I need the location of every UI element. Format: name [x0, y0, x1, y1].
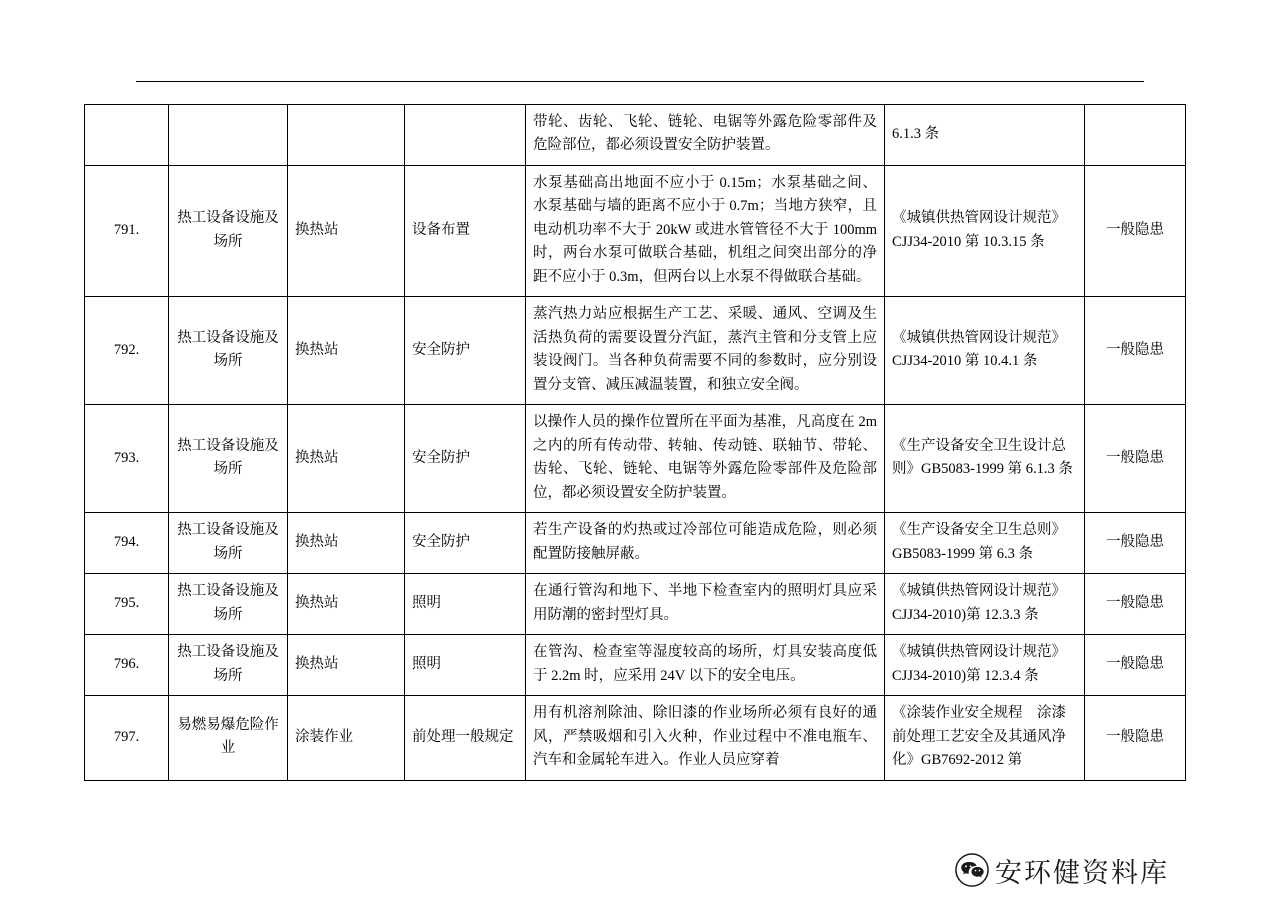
cell-site: 涂装作业: [288, 696, 405, 780]
cell-inspection-item: 安全防护: [405, 405, 526, 513]
table-row: [85, 635, 1186, 696]
table-row: [85, 513, 1186, 574]
cell-level: 一般隐患: [1085, 696, 1186, 780]
cell-reference: 《城镇供热管网设计规范》CJJ34-2010 第 10.3.15 条: [885, 165, 1085, 296]
cell-number: 792.: [85, 297, 169, 405]
cell-description: 若生产设备的灼热或过冷部位可能造成危险，则必须配置防接触屏蔽。: [526, 513, 885, 574]
cell-inspection-item: 安全防护: [405, 513, 526, 574]
cell-level: 一般隐患: [1085, 513, 1186, 574]
cell-level: 一般隐患: [1085, 405, 1186, 513]
cell-category: 易燃易爆危险作业: [169, 696, 288, 780]
cell-number: [85, 105, 169, 166]
watermark-text: 安环健资料库: [995, 857, 1169, 888]
cell-description: 用有机溶剂除油、除旧漆的作业场所必须有良好的通风，严禁吸烟和引入火种，作业过程中不准电瓶车、汽车和金属轮车进入。作业人员应穿着: [526, 696, 885, 780]
cell-inspection-item: 设备布置: [405, 165, 526, 296]
cell-inspection-item: 照明: [405, 635, 526, 696]
cell-category: [169, 105, 288, 166]
watermark: [955, 848, 1185, 892]
cell-category: 热工设备设施及场所: [169, 513, 288, 574]
table-row: [85, 405, 1186, 513]
table-container: [84, 104, 1185, 781]
wechat-icon: [955, 853, 989, 887]
cell-reference: 6.1.3 条: [885, 105, 1085, 166]
cell-description: 蒸汽热力站应根据生产工艺、采暖、通风、空调及生活热负荷的需要设置分汽缸，蒸汽主管和分支管上应装设阀门。当各种负荷需要不同的参数时，应分别设置分支管、减压减温装置，和独立安全阀。: [526, 297, 885, 405]
cell-level: 一般隐患: [1085, 635, 1186, 696]
cell-category: 热工设备设施及场所: [169, 574, 288, 635]
cell-description: 带轮、齿轮、飞轮、链轮、电锯等外露危险零部件及危险部位，都必须设置安全防护装置。: [526, 105, 885, 166]
cell-reference: 《涂装作业安全规程 涂漆前处理工艺安全及其通风净化》GB7692-2012 第: [885, 696, 1085, 780]
table-row: [85, 696, 1186, 780]
cell-description: 水泵基础高出地面不应小于 0.15m；水泵基础之间、水泵基础与墙的距离不应小于 0.7m；当地方狭窄，且电动机功率不大于 20kW 或进水管管径不大于 100mm 时，两台水泵可做联合基础，机组之间突出部分的净距不应小于 0.3m，但两台以上水泵不得做联合基础。: [526, 165, 885, 296]
cell-level: [1085, 105, 1186, 166]
cell-category: 热工设备设施及场所: [169, 297, 288, 405]
cell-number: 794.: [85, 513, 169, 574]
cell-description: 在通行管沟和地下、半地下检查室内的照明灯具应采用防潮的密封型灯具。: [526, 574, 885, 635]
cell-category: 热工设备设施及场所: [169, 165, 288, 296]
table-row: [85, 105, 1186, 166]
cell-description: 以操作人员的操作位置所在平面为基准，凡高度在 2m 之内的所有传动带、转轴、传动链、联轴节、带轮、齿轮、飞轮、链轮、电锯等外露危险零部件及危险部位，都必须设置安全防护装置。: [526, 405, 885, 513]
cell-inspection-item: 前处理一般规定: [405, 696, 526, 780]
cell-inspection-item: 照明: [405, 574, 526, 635]
cell-site: 换热站: [288, 297, 405, 405]
cell-number: 795.: [85, 574, 169, 635]
cell-number: 793.: [85, 405, 169, 513]
cell-reference: 《城镇供热管网设计规范》CJJ34-2010 第 10.4.1 条: [885, 297, 1085, 405]
cell-category: 热工设备设施及场所: [169, 635, 288, 696]
cell-number: 791.: [85, 165, 169, 296]
cell-category: 热工设备设施及场所: [169, 405, 288, 513]
cell-site: 换热站: [288, 635, 405, 696]
table-row: [85, 165, 1186, 296]
cell-level: 一般隐患: [1085, 165, 1186, 296]
table-row: [85, 297, 1186, 405]
cell-site: 换热站: [288, 405, 405, 513]
hazard-table: [84, 104, 1186, 781]
cell-site: [288, 105, 405, 166]
cell-site: 换热站: [288, 574, 405, 635]
cell-site: 换热站: [288, 513, 405, 574]
cell-number: 797.: [85, 696, 169, 780]
cell-level: 一般隐患: [1085, 297, 1186, 405]
cell-number: 796.: [85, 635, 169, 696]
header-divider: [136, 81, 1144, 82]
table-row: [85, 574, 1186, 635]
cell-reference: 《城镇供热管网设计规范》CJJ34-2010)第 12.3.3 条: [885, 574, 1085, 635]
cell-inspection-item: 安全防护: [405, 297, 526, 405]
cell-level: 一般隐患: [1085, 574, 1186, 635]
cell-reference: 《生产设备安全卫生总则》GB5083-1999 第 6.3 条: [885, 513, 1085, 574]
cell-description: 在管沟、检查室等湿度较高的场所，灯具安装高度低于 2.2m 时，应采用 24V 以下的安全电压。: [526, 635, 885, 696]
cell-reference: 《城镇供热管网设计规范》CJJ34-2010)第 12.3.4 条: [885, 635, 1085, 696]
cell-reference: 《生产设备安全卫生设计总则》GB5083-1999 第 6.1.3 条: [885, 405, 1085, 513]
cell-site: 换热站: [288, 165, 405, 296]
cell-inspection-item: [405, 105, 526, 166]
